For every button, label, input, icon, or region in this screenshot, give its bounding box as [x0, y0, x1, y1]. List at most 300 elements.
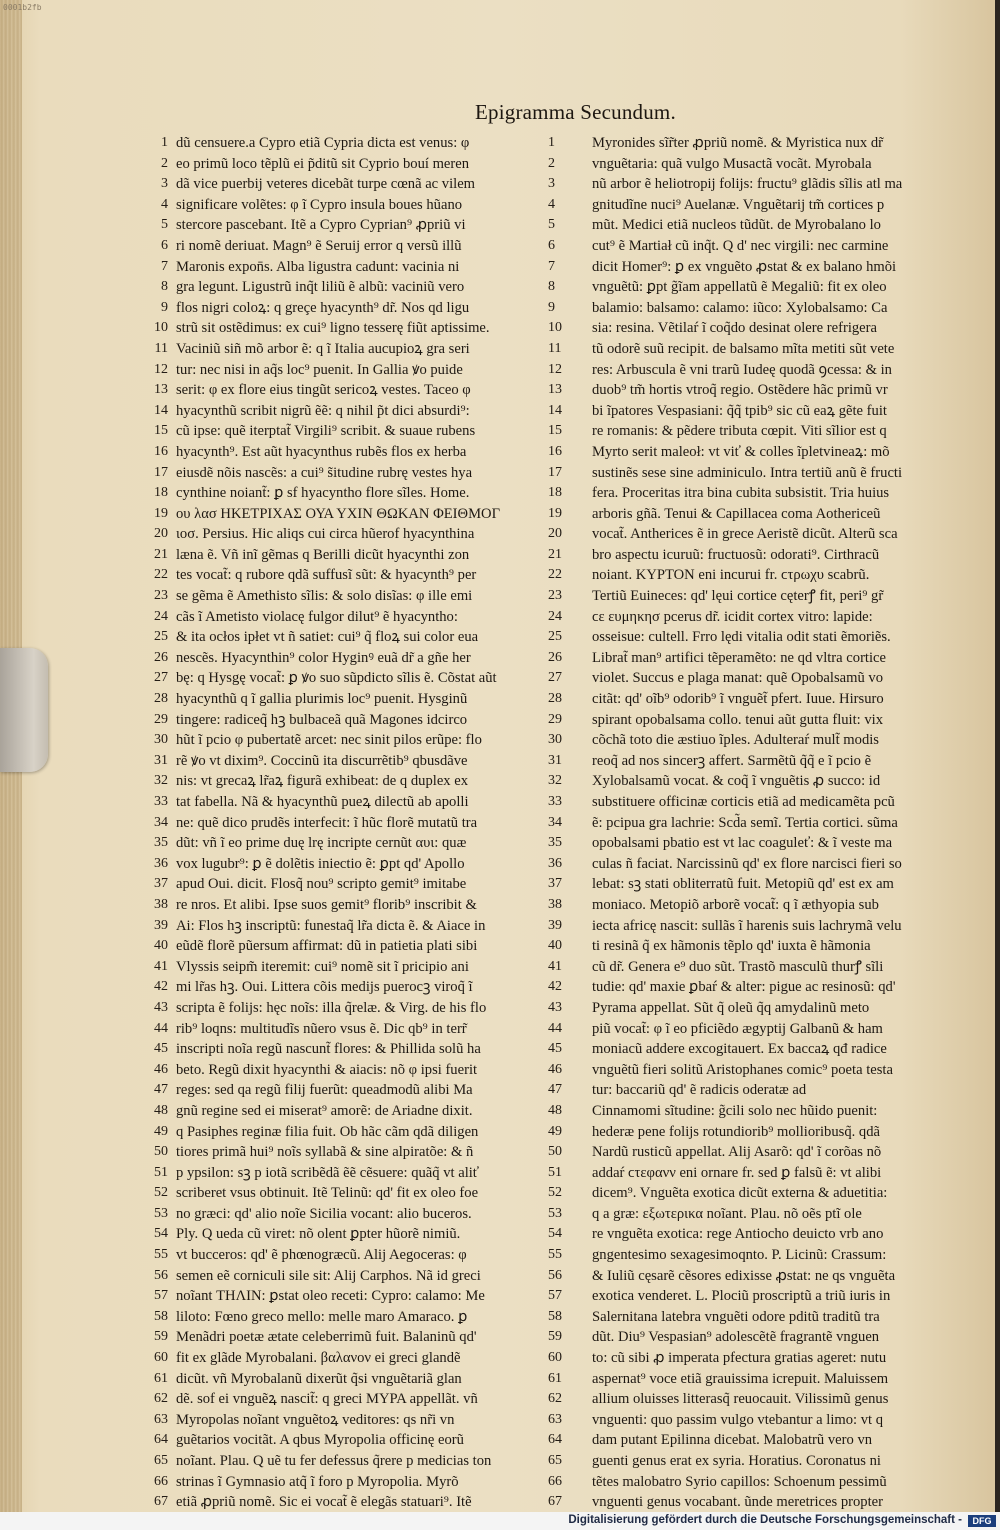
text-line	[548, 154, 960, 175]
line-number: 50	[548, 1144, 562, 1160]
line-text: cãs ĩ Ametisto violacę fulgor dilut⁹ ẽ hyacyntho:	[176, 608, 458, 625]
text-line	[548, 1451, 960, 1472]
text-line	[154, 565, 570, 586]
text-line	[154, 648, 570, 669]
text-line	[548, 1039, 960, 1060]
text-line	[154, 874, 570, 895]
catalog-mark: 0001b2fb	[3, 3, 42, 12]
line-text: bi ĩpatores Vespasiani: q̃q̃ tpib⁹ sic cũ eaꝝ gẽte fuit	[592, 402, 887, 419]
text-line	[154, 1163, 570, 1184]
line-number: 4	[548, 196, 555, 212]
line-text: dicũt. vñ Myrobalanũ dixerũt q̃si vnguẽtariã glan	[176, 1370, 462, 1387]
line-text: lebat: sꝫ stati obliterratũ fuit. Metopiũ qd' est ex am	[592, 876, 894, 893]
text-line	[154, 710, 570, 731]
text-line	[154, 1204, 570, 1225]
text-line	[154, 524, 570, 545]
line-number: 60	[548, 1350, 562, 1366]
line-number: 60	[154, 1350, 168, 1366]
line-number: 33	[548, 794, 562, 809]
line-number: 66	[154, 1473, 168, 1489]
line-number: 34	[154, 814, 168, 830]
text-line	[548, 751, 960, 772]
text-line	[154, 1266, 570, 1287]
line-number: 63	[154, 1411, 168, 1427]
text-line	[548, 833, 960, 854]
line-text: læna ẽ. Vñ inĩ gẽmas q Berilli dicũt hyacynthi zon	[176, 546, 470, 563]
text-line	[548, 215, 960, 236]
line-number: 40	[548, 938, 562, 954]
line-number: 9	[548, 299, 555, 315]
line-number: 47	[548, 1082, 562, 1098]
line-text: spirant opobalsama collo. tenui aũt gutta fluit: vix	[592, 711, 884, 728]
line-text: cut⁹ ẽ Martiał cũ inq̃t. Q d' nec virgili: nec carmine	[592, 237, 889, 254]
text-line	[154, 586, 570, 607]
line-text: fera. Proceritas itra bina cubita subsistit. Tria huius	[592, 485, 890, 502]
line-text: dũt. Diu⁹ Vespasian⁹ adolescẽtẽ fragrantẽ vnguen	[592, 1329, 880, 1346]
line-text: stercore pascebant. Itẽ a Cypro Cyprian⁹ ꝓpriũ vi	[176, 217, 466, 234]
line-text: gngentesimo sexagesimoqnto. P. Licinũ: Crassum:	[592, 1247, 887, 1264]
line-number: 53	[548, 1205, 562, 1221]
footer-bar	[0, 1512, 1000, 1530]
line-text: res: Arbuscula ẽ vni trarũ Iudeę quodã ꝯcessa: & in	[592, 361, 892, 378]
line-number: 17	[548, 464, 562, 480]
text-line	[548, 339, 960, 360]
line-number: 49	[548, 1123, 562, 1139]
line-number: 11	[548, 340, 562, 356]
text-line	[154, 668, 570, 689]
line-text: nis: vt grecaꝝ lr̃aꝝ figurã exhibeat: de q duplex ex	[176, 773, 469, 790]
text-line	[548, 442, 960, 463]
text-line	[154, 360, 570, 381]
line-text: q Pasiphes reginæ filia fuit. Ob hãc cãm qdã diligen	[176, 1123, 479, 1140]
line-number: 53	[154, 1205, 168, 1221]
line-text: iecta africę nascit: sullãs ĩ harenis suis lachrymã velu	[592, 917, 902, 934]
text-line	[154, 936, 570, 957]
text-line	[154, 1472, 570, 1493]
text-line	[154, 813, 570, 834]
line-number: 67	[548, 1494, 562, 1510]
line-number: 12	[548, 361, 562, 377]
line-number: 12	[154, 361, 168, 377]
text-line	[154, 463, 570, 484]
line-number: 27	[548, 670, 562, 686]
line-text: vnguẽtũ: ꝑpt g̃ĩam appellatũ ẽ Megaliũ: fit ex oleo	[592, 279, 887, 296]
text-line	[548, 360, 960, 381]
line-number: 22	[154, 567, 168, 583]
text-line	[548, 668, 960, 689]
text-line	[548, 1410, 960, 1431]
line-text: hyacynth⁹. Est aũt hyacynthus rubẽs flos ex herba	[176, 443, 467, 460]
line-text: cõchã toto die æstiuo ĩples. Adulteraŕ mult̃ modis	[592, 732, 879, 749]
text-line	[548, 545, 960, 566]
text-line	[548, 998, 960, 1019]
line-text: dam putant Epilinna dicebat. Malobatrũ vero vn	[592, 1432, 873, 1449]
line-number: 35	[154, 835, 168, 851]
line-number: 23	[154, 588, 168, 604]
line-number: 59	[154, 1329, 168, 1345]
line-number: 62	[548, 1391, 562, 1407]
text-line	[548, 1019, 960, 1040]
line-text: guẽtarios vocitãt. A qbus Myropolia officinę eorũ	[176, 1432, 464, 1449]
line-text: dẽ. sof ei vnguẽꝝ nascit̃: q greci ΜΥΡΑ appellãt. vñ	[176, 1391, 478, 1408]
line-text: cynthine noiant̃: ꝑ sf hyacyntho flore sĩles. Home.	[176, 485, 470, 502]
text-line	[154, 957, 570, 978]
text-line	[154, 318, 570, 339]
text-line	[161, 236, 570, 257]
line-text: scripta ẽ folijs: hęc noĩs: illa q̃relæ. & Virg. de his flo	[176, 999, 487, 1016]
text-line	[161, 133, 570, 154]
line-text: tudie: qd' maxie ꝑbaŕ & alter: pigue ac resinosũ: qd'	[592, 979, 896, 996]
line-number: 14	[154, 402, 168, 418]
line-text: Ai: Flos hꝫ inscriptũ: funestaq̃ lr̃a dicta ẽ. & Aiace in	[176, 917, 486, 934]
line-number: 61	[548, 1370, 562, 1386]
text-line	[154, 1327, 570, 1348]
text-line	[548, 257, 960, 278]
line-number: 25	[154, 629, 168, 645]
line-text: Ply. Q ueda cũ viret: nõ olent ꝑpter hũorẽ nimiũ.	[176, 1226, 461, 1243]
text-line	[154, 1183, 570, 1204]
line-number: 15	[548, 423, 562, 439]
line-text: ου λασ ΗΚΕΤΡΙΧΑΣ ΟΥΑ ΥΧΙΝ ΘΩΚΑΝ ΦΕΙΘΜΟΓ	[176, 505, 501, 522]
line-text: & Iuliũ cęsarẽ cẽsores edixisse ꝓstat: ne qs vnguẽta	[592, 1267, 896, 1284]
text-line	[548, 1224, 960, 1245]
text-line	[154, 1348, 570, 1369]
line-text: Nardũ rusticũ appellat. Alij Asarõ: qd' ĩ corõas nõ	[592, 1144, 882, 1161]
line-text: & ita ocłos ipłet vt ñ satiet: cui⁹ q̃ floꝝ sui color eua	[176, 629, 479, 646]
line-text: fit ex glãde Myrobalani. βαλανον ei greci glandẽ	[176, 1350, 461, 1367]
text-line	[548, 771, 960, 792]
line-text: flos nigri coloꝝ: q greçe hyacynth⁹ dr̃. Nos qd ligu	[176, 299, 470, 316]
text-line	[548, 421, 960, 442]
line-text: vox lugubr⁹: ꝑ ẽ dolẽtis iniectio ẽ: ꝑpt qd' Apollo	[176, 855, 465, 872]
text-line	[548, 586, 960, 607]
text-line	[154, 442, 570, 463]
line-text: Vlyssis seipm̃ iteremit: cui⁹ nomẽ sit ĩ pricipio ani	[176, 958, 469, 975]
text-line	[548, 1142, 960, 1163]
line-number: 22	[548, 567, 562, 583]
text-line	[548, 895, 960, 916]
line-number: 54	[154, 1226, 168, 1242]
line-number: 19	[154, 505, 168, 521]
text-line	[548, 874, 960, 895]
line-text: eiusdẽ nõis nascẽs: a cui⁹ s̃itudine rubrę vestes hya	[176, 464, 473, 481]
line-number: 61	[154, 1370, 168, 1386]
text-line	[154, 1039, 570, 1060]
line-text: tingere: radiceq̃ hꝫ bulbaceã quã Magones idcirco	[176, 711, 468, 728]
line-text: Cinnamomi sĩtudine: g̃cili solo nec hũido puenit:	[592, 1102, 878, 1119]
line-number: 50	[154, 1144, 168, 1160]
line-text: nũ arbor ẽ heliotropij folijs: fructu⁹ glãdis sĩlis atl ma	[592, 176, 903, 193]
text-line	[154, 1080, 570, 1101]
line-text: vnguenti genus vocabant. ũnde meretrices propter	[592, 1494, 883, 1511]
text-line	[548, 1430, 960, 1451]
text-line	[548, 1080, 960, 1101]
line-number: 42	[154, 979, 168, 995]
line-number: 31	[154, 752, 168, 768]
text-line	[154, 1142, 570, 1163]
line-text: noĩant ΤΗΛΙΝ: ꝑstat oleo receti: Cypro: calamo: Me	[176, 1288, 485, 1305]
dfg-logo: DFG	[968, 1515, 996, 1527]
text-line	[154, 854, 570, 875]
line-text: re romanis: & pẽdere tributa cœpit. Viti sĩlior est q	[592, 423, 887, 440]
line-text: inscripti noĩa regũ nascunt̃ flores: & Phillida solũ ha	[176, 1041, 481, 1058]
line-number: 41	[154, 958, 168, 974]
line-text: citãt: qd' oĩb⁹ odorib⁹ ĩ vnguẽt̃ pfert. Iuue. Hirsuro	[592, 691, 884, 708]
line-text: vnguẽtaria: quã vulgo Musactã vocãt. Myrobala	[592, 155, 872, 172]
line-number: 20	[154, 526, 168, 542]
line-number: 63	[548, 1411, 562, 1427]
page-heading: Epigramma Secundum.	[475, 100, 676, 124]
line-text: tat fabella. Nã & hyacynthũ pueꝝ dilectũ ab apolli	[176, 794, 469, 810]
text-line	[154, 895, 570, 916]
line-number: 27	[154, 670, 168, 686]
text-line	[154, 916, 570, 937]
line-text: Pyrama appellat. Sũt q̃ oleũ q̃q amydalinũ meto	[592, 999, 870, 1016]
line-text: vnguẽtũ fieri solitũ Aristophanes comic⁹ poeta testa	[592, 1061, 893, 1078]
line-number: 28	[154, 691, 168, 707]
line-number: 2	[161, 155, 168, 171]
line-number: 14	[548, 402, 562, 418]
line-number: 19	[548, 505, 562, 521]
line-text: dũ censuere.a Cypro etiã Cypria dicta est venus: φ	[176, 135, 470, 151]
text-line	[154, 751, 570, 772]
text-line	[548, 710, 960, 731]
line-number: 45	[548, 1041, 562, 1057]
line-number: 5	[548, 217, 555, 233]
line-text: ιοσ. Persius. Hic aliqs cui circa hũerof hyacynthina	[176, 526, 475, 543]
line-text: strinas ĩ Gymnasio atq̃ ĩ foro p Myropolia. Myrõ	[176, 1473, 459, 1490]
line-number: 36	[154, 855, 168, 871]
line-number: 10	[548, 320, 562, 336]
line-text: noĩant. Plau. Q uẽ tu fer defessus q̃rere p medicias ton	[176, 1453, 492, 1469]
text-line	[154, 1451, 570, 1472]
line-number: 13	[548, 382, 562, 398]
line-number: 1	[161, 135, 168, 150]
text-line	[154, 1430, 570, 1451]
line-text: hyacynthũ scribit nigrũ ẽẽ: q nihil p̃t dici absurdi⁹:	[176, 402, 470, 419]
line-text: mũt. Medici etiã nucleos tũdũt. de Myrobalano lo	[592, 217, 881, 234]
text-line	[548, 277, 960, 298]
text-line	[154, 1019, 570, 1040]
line-number: 20	[548, 526, 562, 542]
line-number: 51	[548, 1164, 562, 1180]
text-line	[154, 689, 570, 710]
line-number: 3	[161, 176, 168, 192]
text-line	[548, 627, 960, 648]
text-line	[548, 854, 960, 875]
line-text: hyacynthũ q ĩ gallia plurimis loc⁹ puenit. Hysginũ	[176, 691, 468, 708]
text-line	[154, 730, 570, 751]
right-column	[548, 133, 960, 1512]
line-number: 16	[154, 443, 168, 459]
line-number: 54	[548, 1226, 562, 1242]
text-line	[548, 318, 960, 339]
line-text: sustinẽs sese sine adminiculo. Intra tertiũ anũ ẽ fructi	[592, 464, 903, 481]
line-text: opobalsami pbatio est vt lac coaguleť: & ĩ veste ma	[592, 835, 893, 852]
text-line	[548, 1266, 960, 1287]
line-text: rẽ ꝟo vt dixim⁹. Coccinũ ita discurrẽtib⁹ qbusdãve	[176, 752, 468, 769]
line-number: 57	[154, 1288, 168, 1304]
text-line	[161, 277, 570, 298]
line-number: 11	[154, 340, 168, 356]
text-line	[548, 1101, 960, 1122]
text-line	[548, 730, 960, 751]
line-number: 55	[548, 1247, 562, 1263]
line-text: Myronides sĩr̃ter ꝓpriũ nomẽ. & Myristica nux dr̃	[592, 135, 883, 151]
line-text: dicit Homer⁹: ꝑ ex vnguẽto ꝓstat & ex balano hmõi	[592, 258, 897, 275]
line-text: Tertiũ Euineces: qd' lęui cortice cęterꝭ fit, peri⁹ gr̃	[592, 588, 884, 605]
text-line	[154, 607, 570, 628]
funding-notice: Digitalisierung gefördert durch die Deutsche Forschungsgemeinschaft -	[568, 1514, 962, 1526]
text-line	[154, 380, 570, 401]
text-line	[161, 195, 570, 216]
line-text: noiant. ΚΥΡΤΟΝ eni incurui fr. ϲτρωχυ scabrũ.	[592, 567, 870, 584]
text-line	[154, 339, 570, 360]
text-line	[548, 813, 960, 834]
left-column	[154, 133, 570, 1512]
line-text: tes vocat̃: q rubore qdã suffusĩ sũt: & hyacynth⁹ per	[176, 567, 477, 584]
line-text: p ypsilon: sꝫ p iotã scribẽdã ẽẽ cẽsuere: quãq̃ vt aliť	[176, 1164, 480, 1181]
text-line	[548, 1492, 960, 1512]
line-text: Librat̃ man⁹ artifici tẽperamẽto: ne qd vltra cortice	[592, 649, 886, 666]
line-number: 55	[154, 1247, 168, 1263]
line-number: 26	[548, 649, 562, 665]
line-text: tiores primã hui⁹ noĩs syllabã & sine alpiratõe: & ñ	[176, 1144, 474, 1161]
text-line	[548, 1183, 960, 1204]
line-text: gnũ regine sed ei miserat⁹ amorẽ: de Ariadne dixit.	[176, 1102, 473, 1119]
text-line	[154, 1307, 570, 1328]
line-text: apud Oui. dicit. Flosq̃ nou⁹ scripto gemit⁹ imitabe	[176, 876, 467, 893]
line-text: tũ odorẽ suũ recipit. de balsamo mĩta metiti sũt vete	[592, 340, 895, 357]
line-text: aspernat⁹ voce etiã grauissima icrepuit. Maluissem	[592, 1370, 889, 1387]
line-text: guenti genus erat ex syria. Horatius. Coronatus ni	[592, 1453, 881, 1469]
text-line	[548, 916, 960, 937]
line-text: beto. Regũ dixit hyacynthi & aiacis: nõ φ ipsi fuerit	[176, 1061, 478, 1078]
text-line	[548, 1327, 960, 1348]
text-line	[548, 565, 960, 586]
line-text: to: cũ sibi ꝓ imperata pfectura gratias ageret: nutu	[592, 1350, 887, 1367]
text-line	[154, 401, 570, 422]
line-text: hũt ĩ pcio φ pubertatẽ arcet: nec sinit pilos erũpe: flo	[176, 732, 482, 749]
line-number: 31	[548, 752, 562, 768]
line-number: 1	[548, 135, 555, 150]
line-text: eo primũ loco tẽplũ ei p̃ditũ sit Cyprio bouí meren	[176, 155, 470, 172]
line-number: 21	[154, 546, 168, 562]
text-line	[548, 1286, 960, 1307]
line-text: balamio: balsamo: calamo: iũco: Xylobalsamo: Ca	[592, 299, 888, 316]
text-line	[154, 833, 570, 854]
text-line	[154, 1286, 570, 1307]
line-number: 7	[548, 258, 555, 274]
line-text: ϲε ευμηκησ pcerus dr̃. icidit cortex vitro: lapide:	[592, 608, 873, 625]
line-number: 28	[548, 691, 562, 707]
line-text: cũ dr̃. Genera e⁹ duo sũt. Trastõ masculũ thurꝭ sĩli	[592, 958, 884, 975]
text-line	[548, 1389, 960, 1410]
line-number: 6	[548, 237, 555, 253]
line-number: 65	[154, 1453, 168, 1468]
text-line	[154, 1245, 570, 1266]
line-number: 16	[548, 443, 562, 459]
text-line	[548, 977, 960, 998]
line-number: 40	[154, 938, 168, 954]
line-number: 36	[548, 855, 562, 871]
line-text: tẽtes malobatro Syrio capillos: Schoenum pessimũ	[592, 1473, 887, 1490]
text-line	[154, 1224, 570, 1245]
line-text: Myropolas noĩant vnguẽtoꝝ veditores: qs nr̃i vn	[176, 1411, 455, 1428]
text-line	[161, 215, 570, 236]
line-number: 62	[154, 1391, 168, 1407]
line-number: 45	[154, 1041, 168, 1057]
text-line	[548, 936, 960, 957]
line-number: 38	[154, 896, 168, 912]
text-line	[548, 689, 960, 710]
text-line	[548, 1122, 960, 1143]
line-number: 3	[548, 176, 555, 192]
line-text: cũ ipse: quẽ iterptat̃ Virgili⁹ scribit. & suaue rubens	[176, 423, 476, 440]
text-line	[548, 1307, 960, 1328]
line-number: 37	[548, 876, 562, 892]
line-text: scriberet vsus obtinuit. Itẽ Telinũ: qd' fit ex oleo foe	[176, 1185, 479, 1202]
line-number: 2	[548, 155, 555, 171]
line-number: 43	[154, 999, 168, 1015]
line-number: 18	[548, 485, 562, 501]
line-text: significare volẽtes: φ ĩ Cypro insula boues hũano	[176, 196, 463, 213]
line-number: 25	[548, 629, 562, 645]
bookmark-strip	[0, 648, 48, 772]
line-number: 52	[548, 1185, 562, 1201]
text-line	[548, 1472, 960, 1493]
line-text: reoq̃ ad nos sincerꝫ affert. Sarmẽtũ q̃q̃ e ĩ pcio ẽ	[592, 752, 872, 769]
text-line	[154, 1410, 570, 1431]
line-number: 29	[548, 711, 562, 727]
text-line	[154, 504, 570, 525]
line-number: 32	[154, 773, 168, 789]
line-number: 64	[548, 1432, 562, 1448]
line-text: rib⁹ loqns: multitudĩs nũero vsus ẽ. Dic qb⁹ in terr̃	[176, 1020, 467, 1037]
line-text: reges: sed qa regũ filij fuerũt: queadmodũ alibi Ma	[176, 1082, 473, 1099]
line-number: 39	[548, 917, 562, 933]
text-line	[154, 1389, 570, 1410]
line-number: 24	[548, 608, 562, 624]
line-number: 64	[154, 1432, 168, 1448]
line-text: Myrto serit maleoł: vt viť & colles ĩpletvineaꝝ: mõ	[592, 443, 890, 460]
line-number: 56	[154, 1267, 168, 1283]
line-text: moniaco. Metopiõ arborẽ vocat̃: q ĩ æthyopia sub	[592, 896, 879, 913]
line-text: Maronis expon̄s. Alba ligustra cadunt: vacinia ni	[176, 258, 460, 275]
text-line	[154, 483, 570, 504]
line-text: dicem⁹. Vnguẽta exotica dicũt externa & aduetitia:	[592, 1185, 888, 1202]
line-text: dã vice puerbij veteres dicebãt turpe cœnã ac vilem	[176, 176, 476, 193]
line-text: tur: nec nisi in aq̃s loc⁹ puenit. In Gallia ꝟo puide	[176, 361, 463, 378]
line-text: bę: q Hysgę vocat̃: ꝑ ꝟo suo sũpdicto sĩlis ẽ. Cõstat aũt	[176, 670, 497, 687]
line-text: culas ñ faciat. Narcissinũ qd' ex flore narcisci fieri so	[592, 855, 902, 872]
line-text: bro aspectu icuruũ: fructuosũ: odorati⁹. Cirthracũ	[592, 546, 880, 563]
line-number: 58	[154, 1308, 168, 1324]
line-number: 34	[548, 814, 562, 830]
text-line	[548, 380, 960, 401]
line-text: tur: baccariũ qd' ẽ radicis oderatæ ad	[592, 1082, 807, 1099]
text-line	[548, 174, 960, 195]
line-text: duob⁹ tm̃ hortis vtroq̃ regio. Ostẽdere hãc primũ vr	[592, 382, 888, 399]
text-line	[548, 195, 960, 216]
line-text: re vnguẽta exotica: rege Antiocho deuicto vrb ano	[592, 1226, 884, 1243]
line-number: 17	[154, 464, 168, 480]
line-text: no græci: qd' alio noĩe Sicilia vocant: alio buceros.	[176, 1205, 472, 1222]
line-text: nescẽs. Hyacynthin⁹ color Hyginꝰ euã dr̃ a gñe her	[176, 649, 471, 666]
text-line	[548, 1163, 960, 1184]
line-number: 4	[161, 196, 168, 212]
line-text: q a græ: εξωτερικα noĩant. Plau. nõ oẽs ptĩ ole	[592, 1205, 862, 1222]
